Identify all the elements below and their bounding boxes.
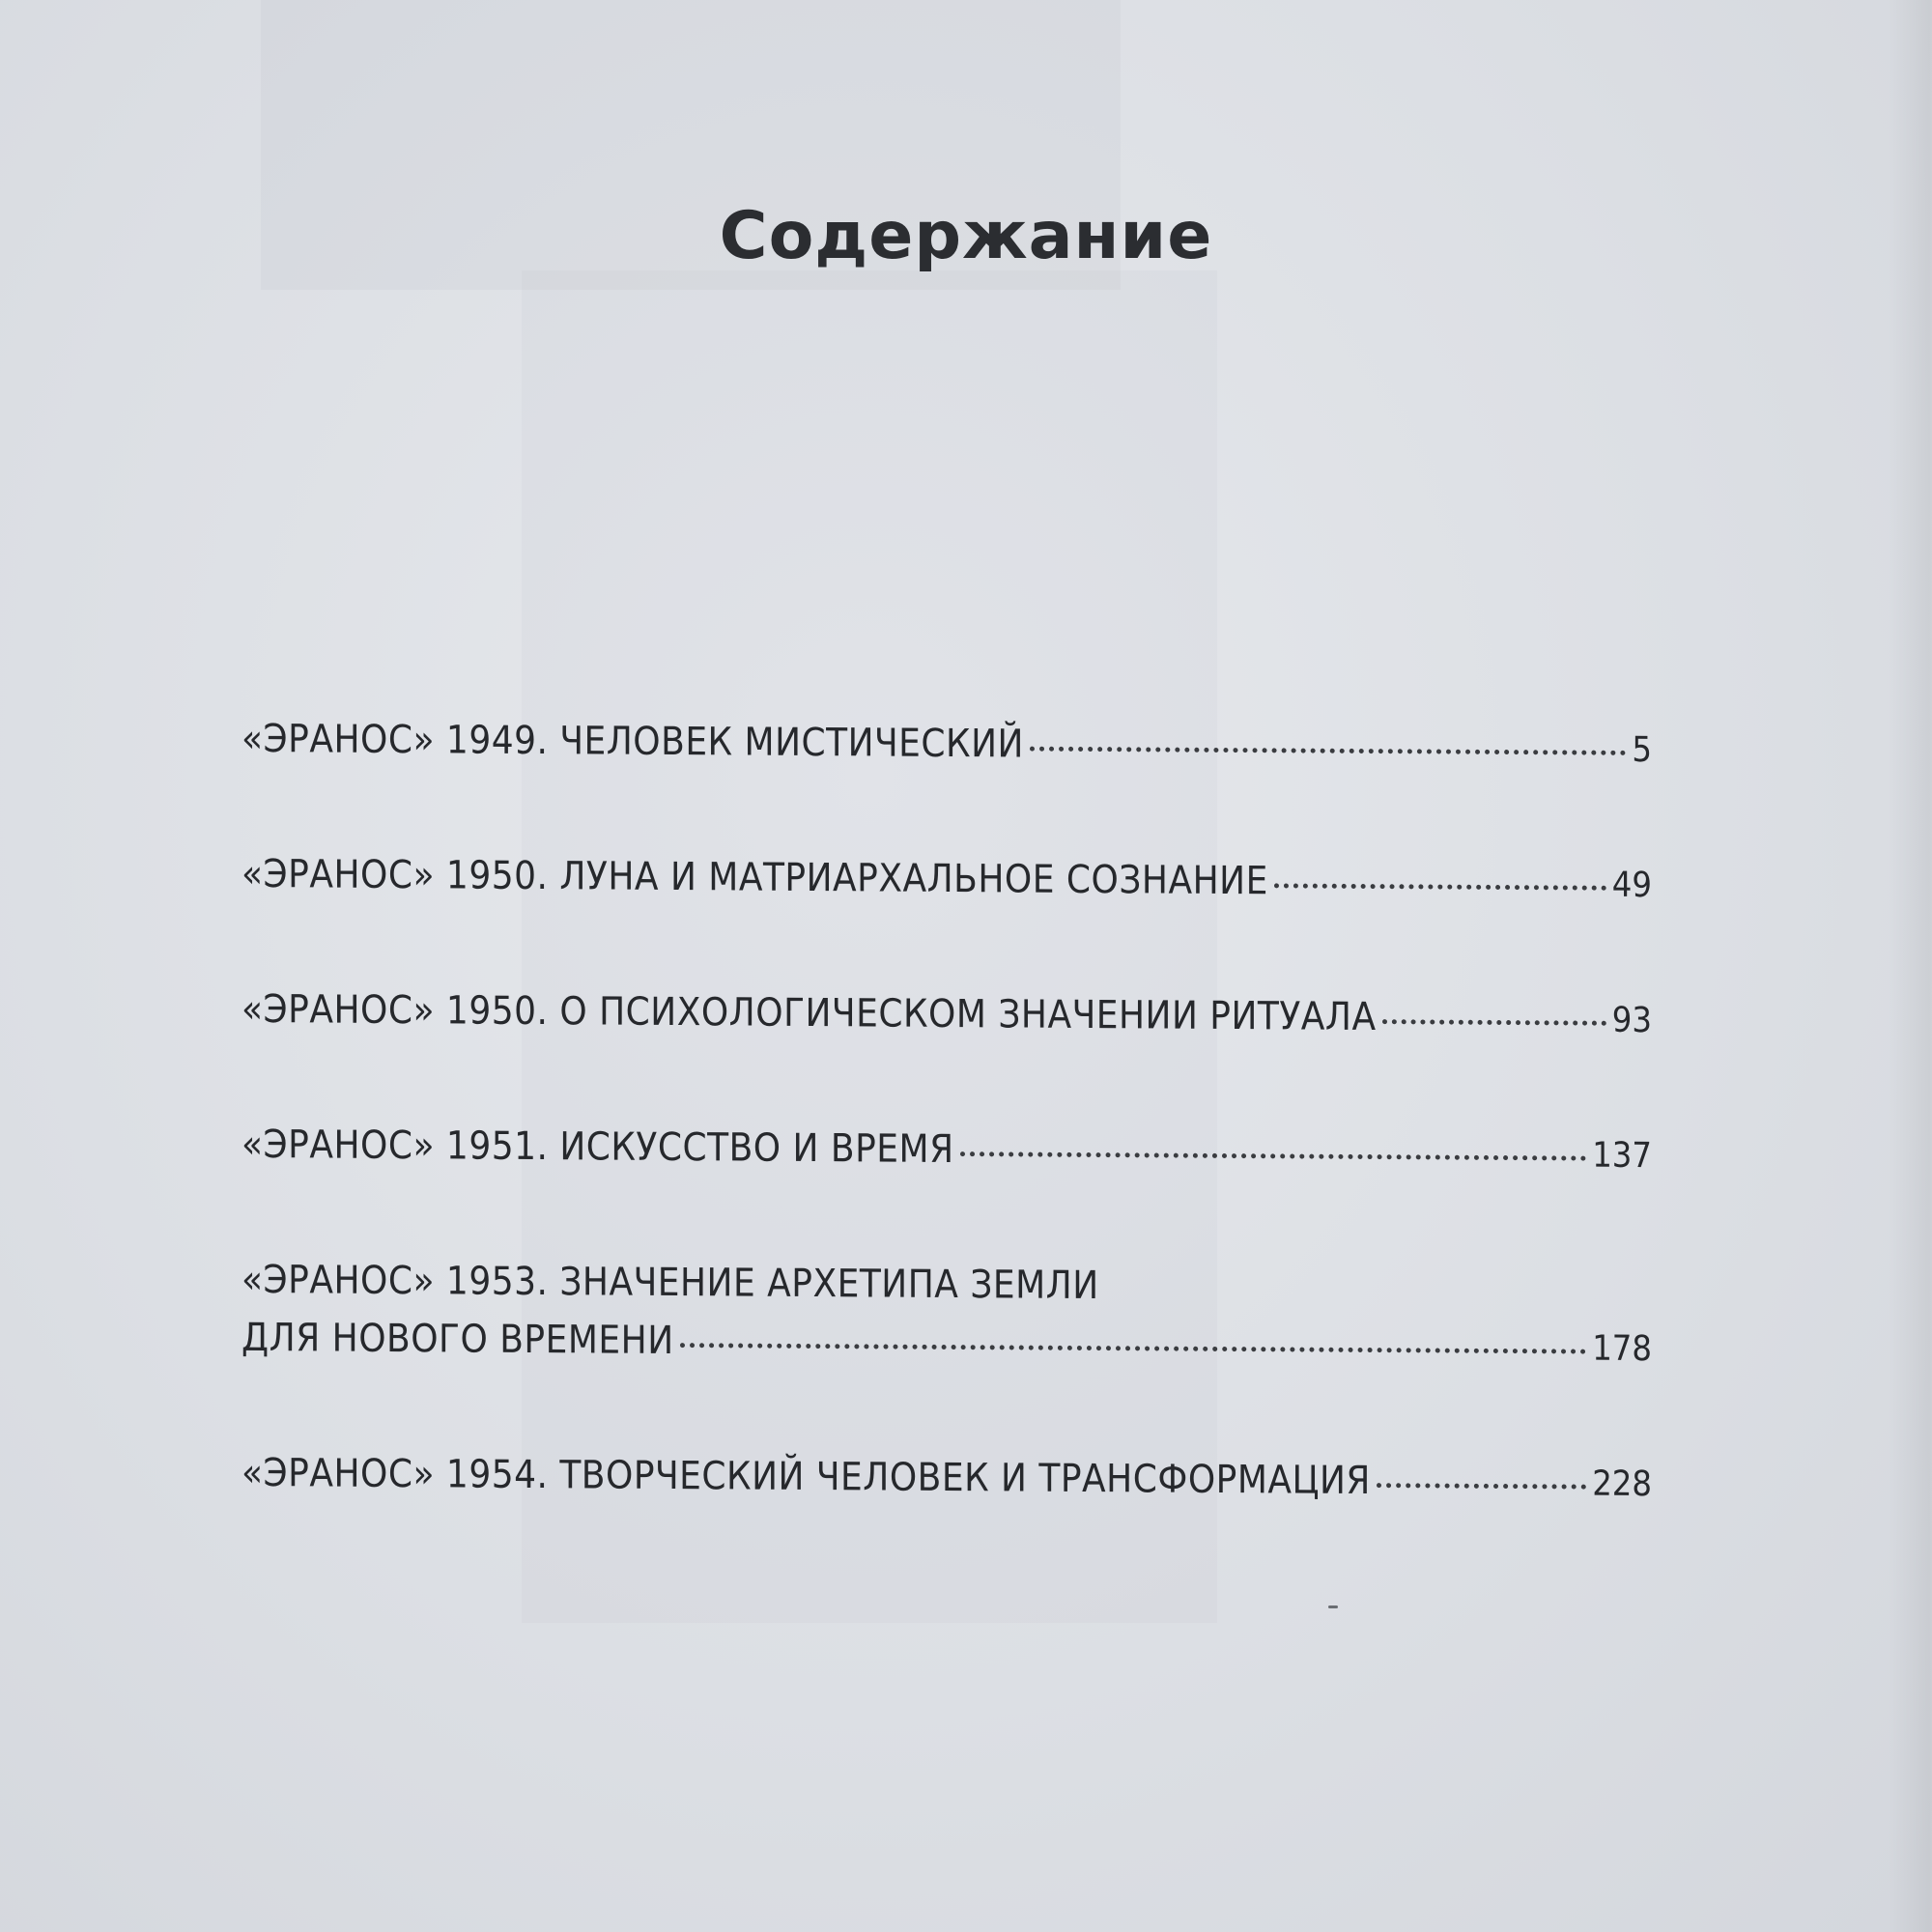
toc-entry-1950-ritual [242,980,1652,1050]
toc-page-number: 49 [1611,865,1652,906]
toc-leader-dots [1377,1483,1586,1490]
toc-page-number: 228 [1592,1463,1652,1505]
toc-leader-dots [680,1343,1587,1354]
toc-entry-title: «ЭРАНОС» 1950. О ПСИХОЛОГИЧЕСКОМ ЗНАЧЕНИИ РИТУАЛА [242,986,1377,1040]
toc-entry-line-1 [242,1251,1652,1319]
toc-entry-1949 [242,710,1652,780]
toc-entry-1953 [242,1251,1652,1378]
watermark-letters [164,357,609,647]
toc-entry-title: «ЭРАНОС» 1950. ЛУНА И МАТРИАРХАЛЬНОЕ СОЗНАНИЕ [242,851,1268,904]
toc-entry-1951 [242,1116,1652,1185]
toc-entry-line-2 [242,1309,1652,1378]
toc-entry-title: «ЭРАНОС» 1951. ИСКУССТВО И ВРЕМЯ [242,1122,954,1173]
toc-page-number: 178 [1592,1328,1652,1370]
print-speck [1328,1605,1338,1608]
toc-entry-title-continued: ДЛЯ НОВОГО ВРЕМЕНИ [242,1315,674,1364]
toc-leader-dots [960,1151,1587,1161]
toc-page-number: 137 [1592,1135,1652,1177]
toc-page-number: 93 [1611,1000,1652,1041]
toc-entry-title: «ЭРАНОС» 1954. ТВОРЧЕСКИЙ ЧЕЛОВЕК И ТРАНСФОРМАЦИЯ [242,1450,1371,1504]
toc-entry-1954 [242,1444,1652,1514]
page-edge-shadow [1889,0,1932,1932]
table-of-contents [242,715,1652,1584]
toc-leader-dots [1030,747,1626,755]
toc-page-number: 5 [1632,729,1652,771]
toc-leader-dots [1382,1019,1606,1026]
page-title: Содержание [719,198,1213,274]
toc-entry-title: «ЭРАНОС» 1949. ЧЕЛОВЕК МИСТИЧЕСКИЙ [242,716,1024,767]
toc-entry-title: «ЭРАНОС» 1953. ЗНАЧЕНИЕ АРХЕТИПА ЗЕМЛИ [242,1257,1099,1309]
toc-leader-dots [1274,883,1606,890]
toc-entry-1950-moon [242,845,1652,915]
